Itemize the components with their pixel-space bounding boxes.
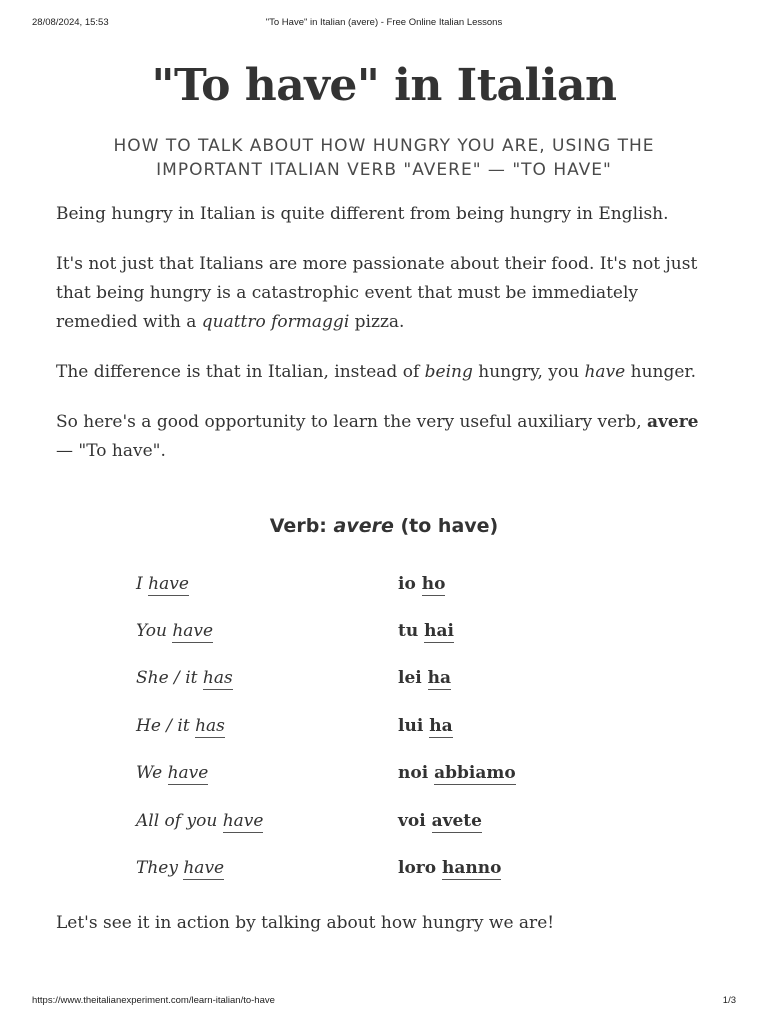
english-cell (136, 607, 398, 654)
italian-cell (398, 750, 656, 797)
print-header (32, 17, 736, 31)
paragraph-2-text: It's not just that Italians are more passionate about their food. It's not just that being hungry is a catastrophic event that must be immediately remedied with a (56, 254, 698, 332)
english-pronoun: I (136, 573, 149, 594)
print-date: 28/08/2024, 15:53 (32, 17, 109, 28)
verb-heading-suffix: (to have) (393, 515, 499, 537)
paragraph-4 (56, 408, 716, 466)
italian-pronoun: voi (398, 810, 432, 831)
english-verb: has (202, 668, 233, 689)
italian-pronoun: loro (398, 858, 443, 879)
table-row (136, 750, 656, 797)
english-pronoun: They (136, 858, 184, 879)
english-pronoun: We (136, 763, 168, 784)
paragraph-3-end: hunger. (625, 362, 697, 382)
page-title: "To have" in Italian (151, 60, 617, 111)
english-pronoun: All of you (136, 810, 223, 831)
italian-verb: avete (431, 810, 482, 831)
verb-heading-verb: avere (333, 515, 394, 537)
paragraph-4-text: So here's a good opportunity to learn the very useful auxiliary verb, (56, 412, 647, 432)
print-footer (32, 995, 736, 1009)
page-subtitle: HOW TO TALK ABOUT HOW HUNGRY YOU ARE, USING THE IMPORTANT ITALIAN VERB "AVERE" — "TO HAVE" (113, 136, 655, 180)
english-verb: have (222, 810, 264, 831)
english-cell (136, 655, 398, 702)
article-body (56, 200, 716, 487)
italian-cell (398, 560, 656, 607)
table-row (136, 655, 656, 702)
table-row (136, 797, 656, 844)
english-verb: have (167, 763, 209, 784)
table-row (136, 607, 656, 654)
english-cell (136, 560, 398, 607)
paragraph-3 (56, 358, 716, 387)
print-url: https://www.theitalianexperiment.com/learn-italian/to-have (32, 995, 275, 1006)
italian-pronoun: tu (398, 621, 425, 642)
english-verb: has (195, 715, 225, 736)
english-pronoun: He / it (136, 715, 196, 736)
page-number: 1/3 (722, 995, 736, 1006)
italian-verb: ha (427, 668, 452, 689)
table-row (136, 844, 656, 891)
verb-avere: avere (647, 412, 699, 432)
emphasis-have: have (584, 362, 626, 382)
pizza-name: quattro formaggi (201, 312, 350, 332)
italian-pronoun: lui (398, 715, 430, 736)
paragraph-1: Being hungry in Italian is quite different from being hungry in English. (56, 204, 669, 224)
verb-heading-prefix: Verb: (269, 515, 334, 537)
print-page-title: "To Have" in Italian (avere) - Free Online Italian Lessons (265, 17, 503, 28)
english-cell (136, 750, 398, 797)
paragraph-3-mid: hungry, you (472, 362, 585, 382)
paragraph-2 (56, 250, 716, 337)
italian-pronoun: noi (398, 763, 435, 784)
italian-cell (398, 844, 656, 891)
italian-pronoun: io (398, 573, 422, 594)
paragraph-4-end: — "To have". (56, 441, 166, 461)
italian-cell (398, 607, 656, 654)
italian-verb: ho (421, 573, 446, 594)
english-cell (136, 797, 398, 844)
paragraph-2-end: pizza. (349, 312, 405, 332)
italian-verb: hanno (442, 858, 502, 879)
italian-verb: hai (424, 621, 454, 642)
closing-paragraph: Let's see it in action by talking about how hungry we are! (56, 913, 555, 933)
italian-pronoun: lei (398, 668, 428, 689)
paragraph-3-text: The difference is that in Italian, instead of (56, 362, 425, 382)
table-row (136, 560, 656, 607)
italian-cell (398, 797, 656, 844)
italian-cell (398, 655, 656, 702)
english-verb: have (172, 621, 214, 642)
english-verb: have (183, 858, 225, 879)
english-cell (136, 844, 398, 891)
english-cell (136, 702, 398, 749)
table-row (136, 702, 656, 749)
english-pronoun: She / it (136, 668, 203, 689)
emphasis-being: being (424, 362, 473, 382)
verb-table-heading (0, 515, 768, 537)
english-verb: have (148, 573, 189, 594)
italian-verb: abbiamo (434, 763, 516, 784)
conjugation-table (136, 560, 656, 892)
italian-cell (398, 702, 656, 749)
english-pronoun: You (136, 621, 173, 642)
italian-verb: ha (429, 715, 453, 736)
